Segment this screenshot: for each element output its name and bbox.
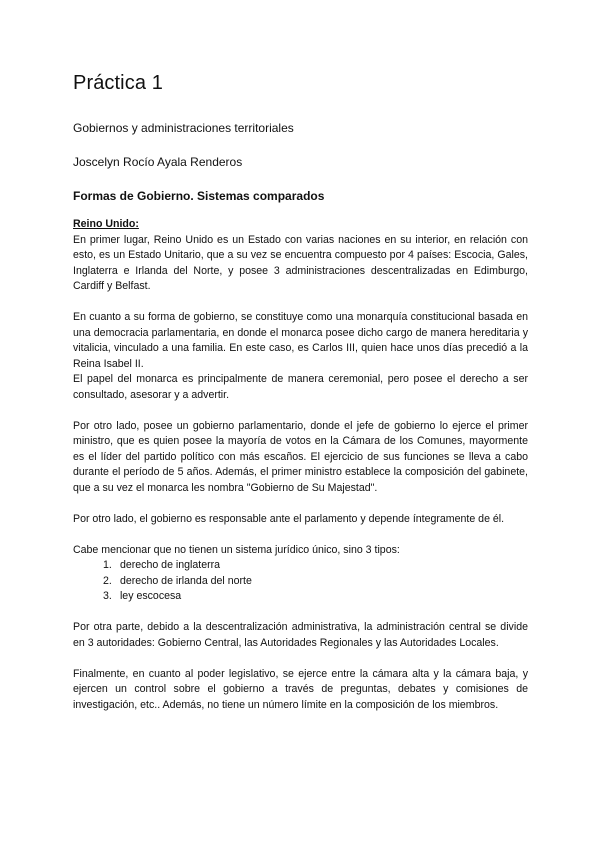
paragraph-responsabilidad: Por otro lado, el gobierno es responsable ante el parlamento y depende íntegramente de él. <box>73 512 505 525</box>
paragraph-gap <box>73 295 528 311</box>
paragraph-gap <box>73 403 528 419</box>
paragraph-intro: En primer lugar, Reino Unido es un Estado con varias naciones en su interior, en relación con esto, es un Estado Unitario, que a su vez se encuentra compuesto por 4 países: Escocia, Gales, Inglaterra e Irlanda del Norte, y posee 3 administraciones descentralizadas en Edimburgo, Cardiff y Belfast. <box>73 233 528 292</box>
list-item-number: 3. <box>103 590 112 602</box>
paragraph-poder-legislativo: Finalmente, en cuanto al poder legislativo, se ejerce entre la cámara alta y la cámara baja, y ejercen un control sobre el gobierno a través de preguntas, debates y comisiones de investigación, etc.. Además, no tiene un número límite en la composición de los miembros. <box>73 667 528 711</box>
list-item-number: 1. <box>103 559 112 571</box>
paragraph-gobierno-parlamentario: Por otro lado, posee un gobierno parlamentario, donde el jefe de gobierno lo ejerce el primer ministro, que es quien posee la mayoría de votos en la Cámara de los Comunes, mayormente es el líder del partido político con más escaños. El ejercicio de sus funciones se lleva a cabo durante el período de 5 años. Además, el primer ministro establece la composición del gabinete, que a su vez el monarca les nombra "Gobierno de Su Majestad". <box>73 419 528 494</box>
list-item <box>103 558 528 574</box>
paragraph-descentralizacion: Por otra parte, debido a la descentralización administrativa, la administración central se divide en 3 autoridades: Gobierno Central, las Autoridades Regionales y las Autoridades Locales. <box>73 621 528 649</box>
list-item <box>103 574 528 590</box>
body-text <box>73 217 528 713</box>
author-name: Joscelyn Rocío Ayala Renderos <box>73 155 243 169</box>
paragraph-gap <box>73 605 528 621</box>
paragraph-gap <box>73 651 528 667</box>
list-item-number: 2. <box>103 574 112 587</box>
paragraph-papel-monarca: El papel del monarca es principalmente de manera ceremonial, pero posee el derecho a ser consultado, asesorar y a advertir. <box>73 373 528 401</box>
paragraph-forma-gobierno: En cuanto a su forma de gobierno, se constituye como una monarquía constitucional basada en una democracia parlamentaria, en donde el monarca posee dicho cargo de manera hereditaria y vitalicia, vinculado a una familia. En este caso, es Carlos III, quien hace unos días precedió a la Reina Isabel II. <box>73 311 528 370</box>
paragraph-sistema-juridico: Cabe mencionar que no tienen un sistema jurídico único, sino 3 tipos: <box>73 543 400 556</box>
paragraph-gap <box>73 496 528 512</box>
subheading-reino-unido: Reino Unido: <box>73 218 139 230</box>
document-title: Práctica 1 <box>73 72 163 94</box>
section-title: Formas de Gobierno. Sistemas comparados <box>73 189 325 203</box>
list-item-text: derecho de irlanda del norte <box>119 574 252 587</box>
paragraph-gap <box>73 527 528 543</box>
list-item <box>103 589 528 605</box>
list-item-text: derecho de inglaterra <box>119 559 221 571</box>
legal-systems-list <box>73 558 528 605</box>
list-item-text: ley escocesa <box>119 590 182 602</box>
document-subtitle: Gobiernos y administraciones territoriales <box>73 121 294 135</box>
